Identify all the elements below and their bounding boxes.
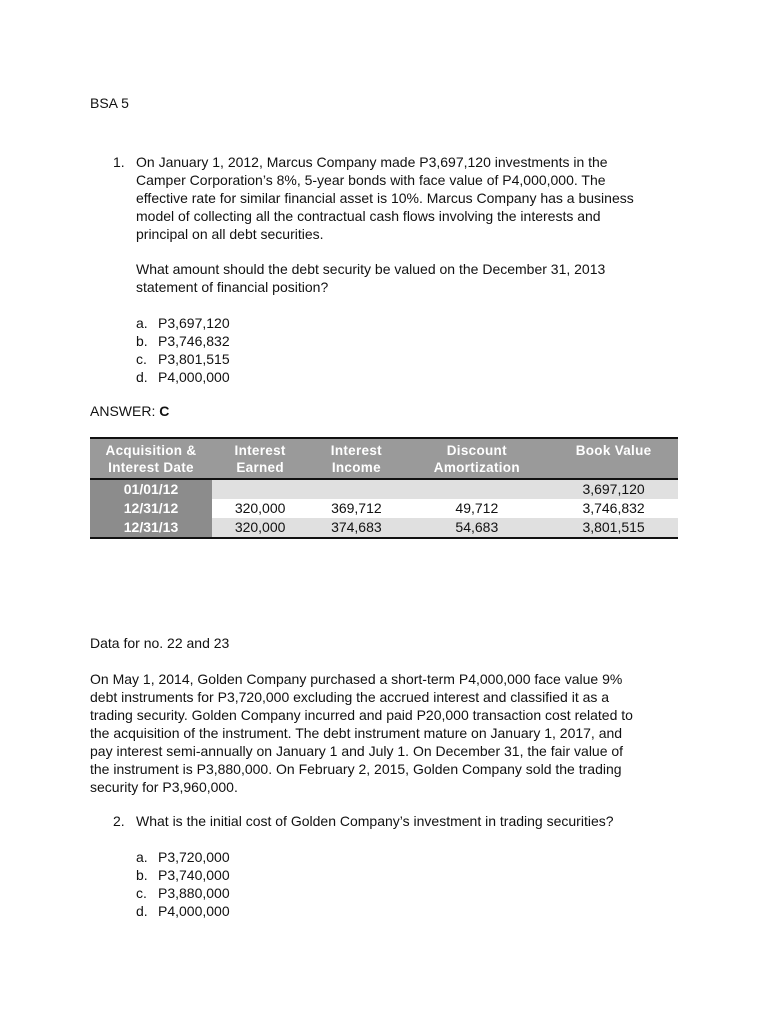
header-interest-earned: Interest Earned — [212, 438, 308, 479]
table-row — [90, 479, 678, 499]
option-d: d. P4,000,000 — [136, 903, 230, 919]
question-1-body — [136, 153, 696, 243]
cell-interest-earned: 320,000 — [212, 499, 308, 518]
option-a: a. P3,697,120 — [136, 315, 230, 331]
question-1-options — [136, 314, 230, 386]
option-c: c. P3,801,515 — [136, 351, 230, 367]
scenario-line: the instrument is P3,880,000. On February 2, 2015, Golden Company sold the trading — [90, 761, 622, 777]
answer-value: C — [159, 403, 170, 419]
scenario-line: the acquisition of the instrument. The debt instrument mature on January 1, 2017, and — [90, 725, 623, 741]
table-row — [90, 499, 678, 518]
option-a: a. P3,720,000 — [136, 849, 230, 865]
question-1-prompt — [136, 260, 696, 296]
header-book-value: Book Value — [549, 438, 678, 479]
cell-interest-income — [308, 479, 404, 499]
cell-interest-income: 369,712 — [308, 499, 404, 518]
question-2-number: 2. — [113, 813, 125, 829]
table-row — [90, 518, 678, 538]
question-1-number: 1. — [113, 154, 125, 170]
option-b: b. P3,746,832 — [136, 333, 230, 349]
data-heading: Data for no. 22 and 23 — [90, 635, 230, 651]
scenario-line: On May 1, 2014, Golden Company purchased a short-term P4,000,000 face value 9% — [90, 671, 623, 687]
answer-line — [90, 402, 169, 420]
cell-discount-amortization: 49,712 — [405, 499, 550, 518]
cell-date: 12/31/13 — [90, 518, 212, 538]
header-acquisition-date: Acquisition & Interest Date — [90, 438, 212, 479]
cell-interest-earned — [212, 479, 308, 499]
document-heading: BSA 5 — [90, 95, 129, 111]
question-2-text: What is the initial cost of Golden Company’s investment in trading securities? — [136, 813, 614, 829]
question-1-line: Camper Corporation’s 8%, 5-year bonds with face value of P4,000,000. The — [136, 172, 606, 188]
option-b: b. P3,740,000 — [136, 867, 230, 883]
question-1-line: effective rate for similar financial asset is 10%. Marcus Company has a business — [136, 190, 634, 206]
scenario-line: trading security. Golden Company incurred and paid P20,000 transaction cost related to — [90, 707, 633, 723]
cell-discount-amortization — [405, 479, 550, 499]
question-1-prompt-line: statement of financial position? — [136, 279, 329, 295]
answer-label: ANSWER: — [90, 403, 156, 419]
cell-book-value: 3,697,120 — [549, 479, 678, 499]
header-discount-amortization: Discount Amortization — [405, 438, 550, 479]
scenario-paragraph — [90, 670, 690, 796]
cell-interest-earned: 320,000 — [212, 518, 308, 538]
cell-date: 12/31/12 — [90, 499, 212, 518]
option-d: d. P4,000,000 — [136, 369, 230, 385]
scenario-line: security for P3,960,000. — [90, 779, 238, 795]
question-1-line: model of collecting all the contractual cash flows involving the interests and — [136, 208, 601, 224]
scenario-line: pay interest semi-annually on January 1 and July 1. On December 31, the fair value of — [90, 743, 624, 759]
cell-interest-income: 374,683 — [308, 518, 404, 538]
amortization-table — [90, 437, 678, 539]
cell-date: 01/01/12 — [90, 479, 212, 499]
question-1-line: principal on all debt securities. — [136, 226, 324, 242]
question-1-prompt-line: What amount should the debt security be valued on the December 31, 2013 — [136, 261, 606, 277]
option-c: c. P3,880,000 — [136, 885, 230, 901]
cell-discount-amortization: 54,683 — [405, 518, 550, 538]
question-1-line: On January 1, 2012, Marcus Company made P3,697,120 investments in the — [136, 154, 608, 170]
table-header-row — [90, 438, 678, 479]
question-2-options — [136, 848, 230, 920]
cell-book-value: 3,746,832 — [549, 499, 678, 518]
scenario-line: debt instruments for P3,720,000 excluding the accrued interest and classified it as a — [90, 689, 610, 705]
cell-book-value: 3,801,515 — [549, 518, 678, 538]
header-interest-income: Interest Income — [308, 438, 404, 479]
